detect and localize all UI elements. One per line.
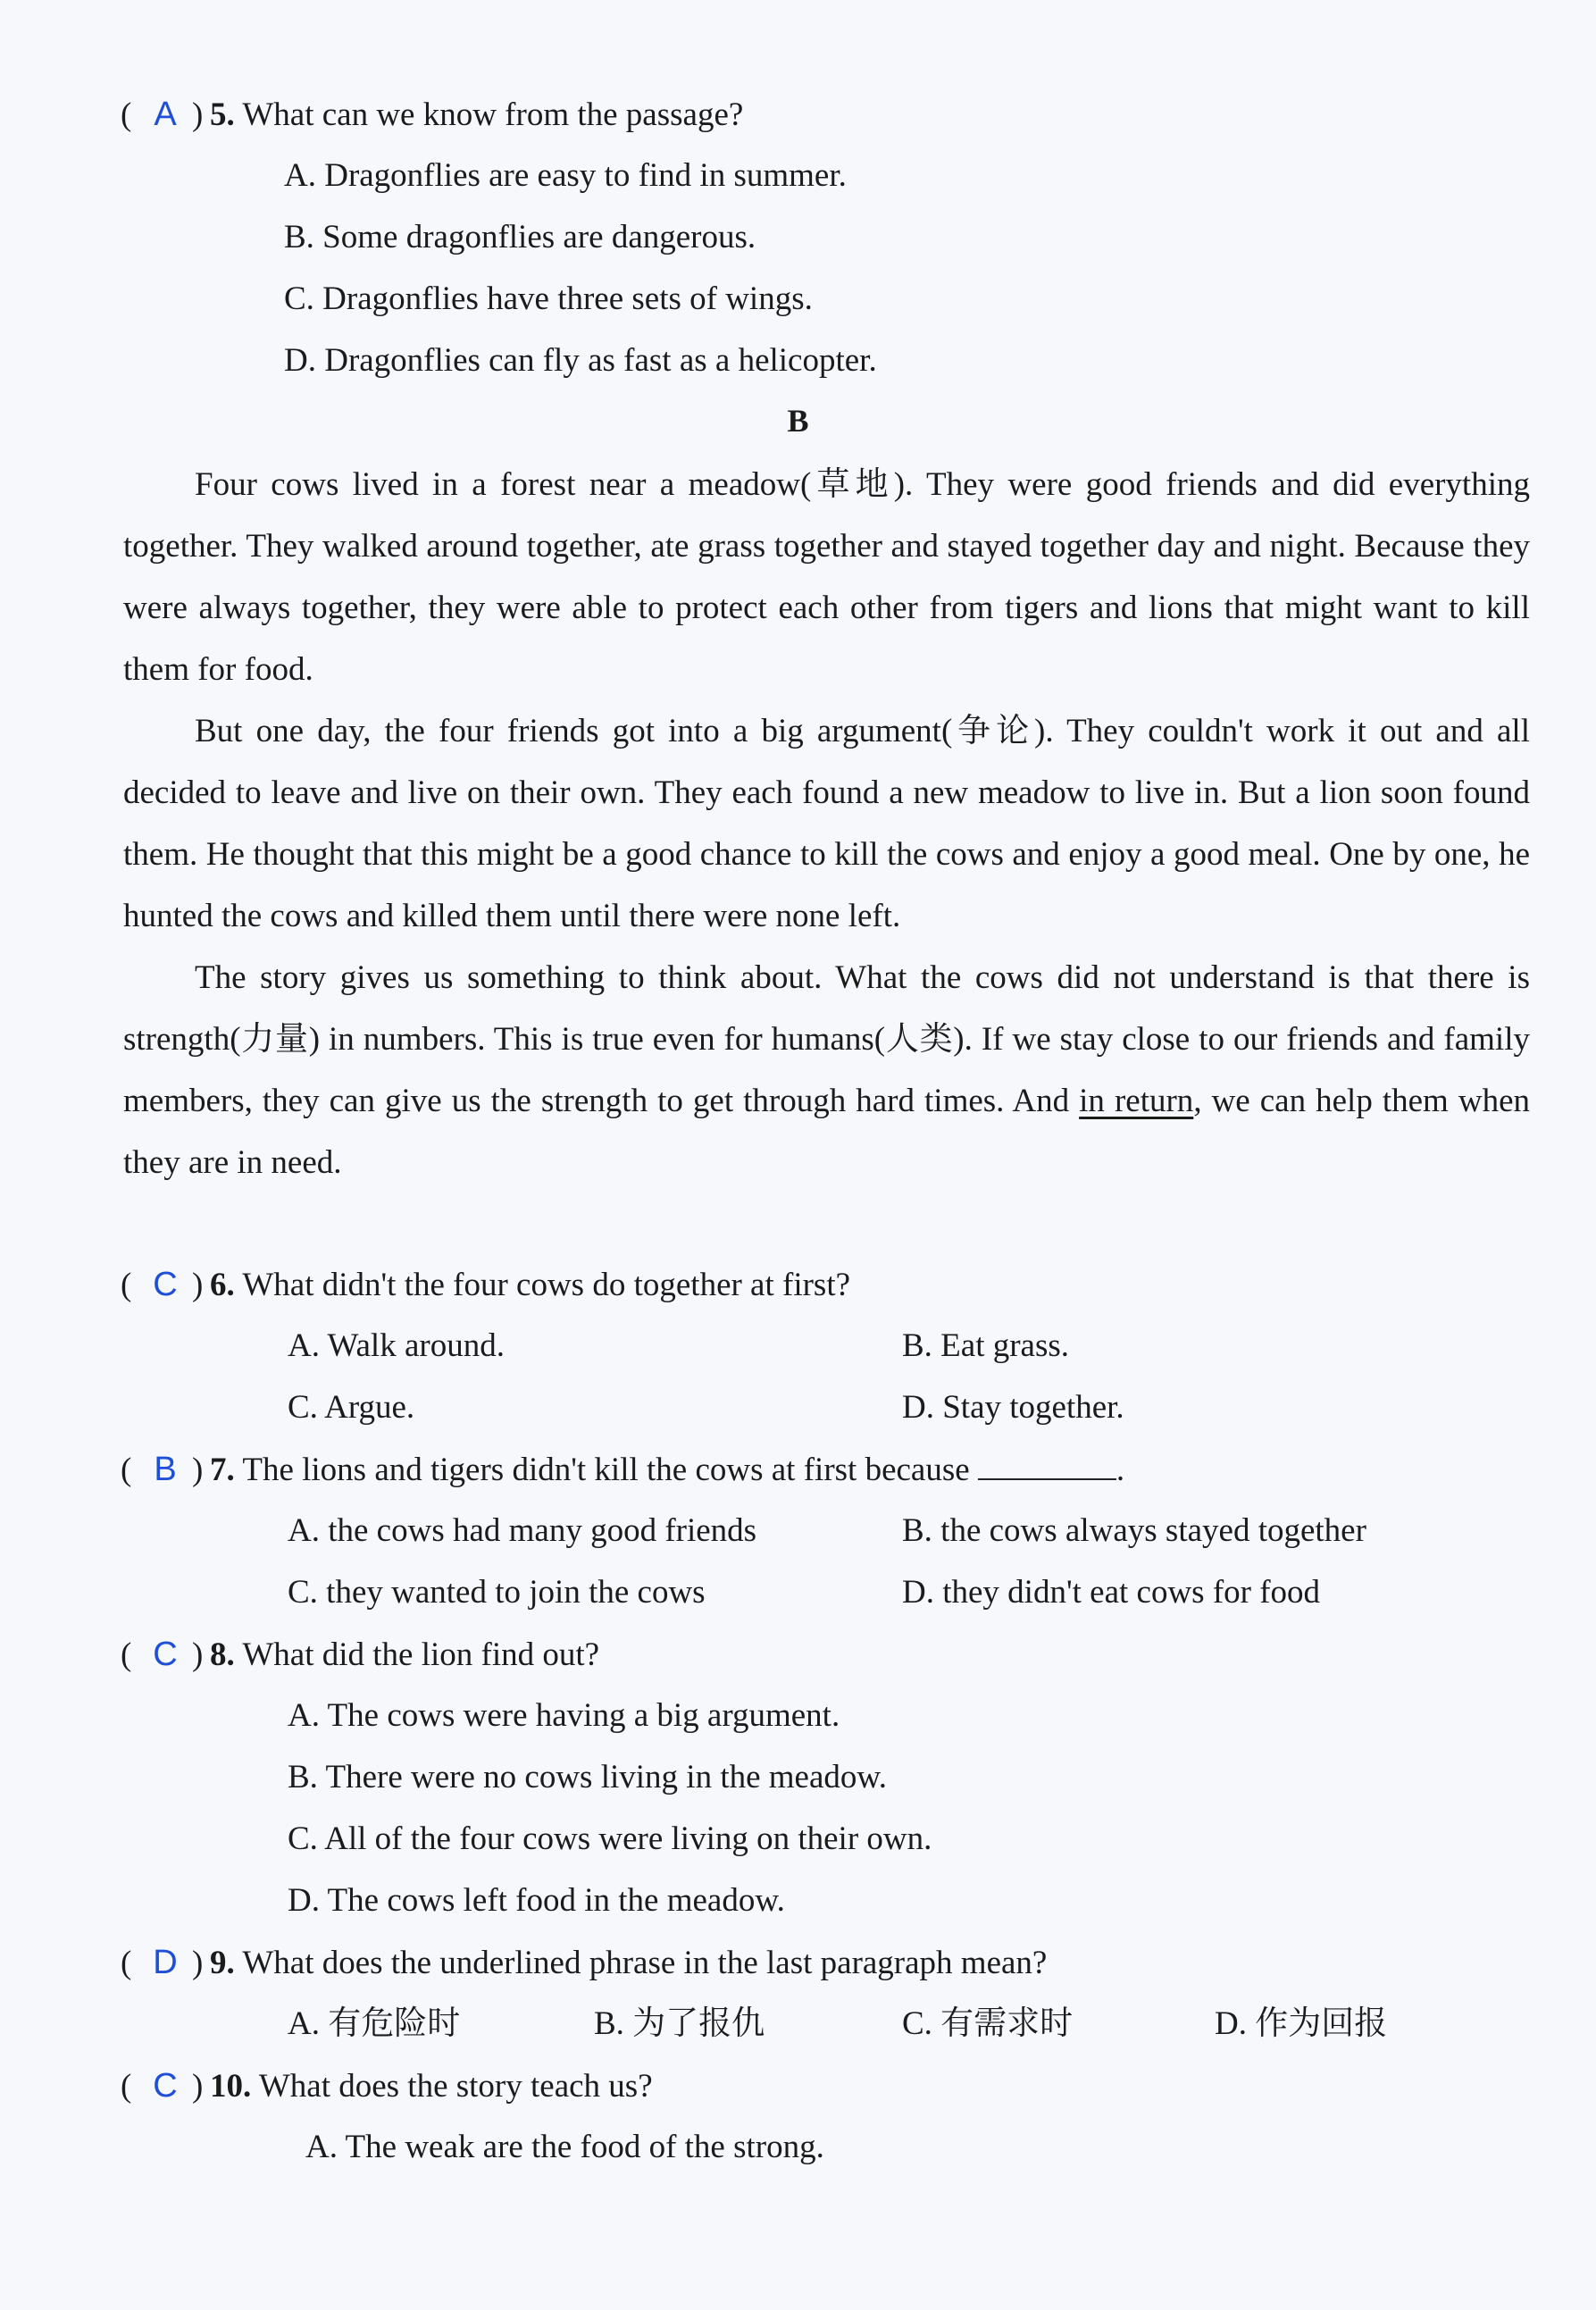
passage-paragraph-3	[123, 947, 1530, 1193]
question-number: 5.	[210, 96, 235, 133]
answer-9: D	[153, 1944, 178, 1981]
answer-8: C	[153, 1636, 178, 1673]
option-5a: A. Dragonflies are easy to find in summer.	[284, 157, 847, 194]
underlined-phrase: in return	[1079, 1083, 1194, 1119]
question-9: ( D ) 9. What does the underlined phrase in the last paragraph mean?	[121, 1940, 1047, 1986]
answer-5: A	[154, 96, 177, 133]
option-8d: D. The cows left food in the meadow.	[288, 1882, 785, 1919]
option-9b: B. 为了报仇	[594, 2005, 765, 2042]
question-text: What didn't the four cows do together at first?	[242, 1267, 851, 1303]
question-number: 10.	[210, 2068, 252, 2105]
question-7: ( B ) 7. The lions and tigers didn't kill the cows at first because .	[121, 1447, 1124, 1493]
option-6a: A. Walk around.	[288, 1327, 505, 1364]
question-text: What did the lion find out?	[242, 1636, 600, 1673]
option-7a: A. the cows had many good friends	[288, 1512, 757, 1549]
option-5c: C. Dragonflies have three sets of wings.	[284, 280, 813, 317]
question-text: The lions and tigers didn't kill the cows at first because	[242, 1452, 970, 1488]
option-8c: C. All of the four cows were living on their own.	[288, 1820, 932, 1857]
option-6d: D. Stay together.	[902, 1389, 1124, 1426]
passage-paragraph-2: But one day, the four friends got into a big argument(争论). They couldn't work it out and all decided to leave and live on their own. They each found a new meadow to live in. But a lion soon found them. He thought that this might be a good chance to kill the cows and enjoy a good meal. One by one, he hunted the cows and killed them until there were none left.	[123, 713, 1530, 934]
question-8: ( C ) 8. What did the lion find out?	[121, 1632, 599, 1678]
question-10: ( C ) 10. What does the story teach us?	[121, 2063, 653, 2109]
question-text: What does the underlined phrase in the last paragraph mean?	[242, 1945, 1048, 1981]
answer-7: B	[154, 1451, 177, 1488]
paragraph-3-text: The story gives us something to think about. What the cows did not understand is that there is strength(力量) in numbers. This is true even for humans(人类). If we stay close to our friends and family members, they can give us the strength to get through hard times. And	[123, 959, 1530, 1119]
option-9d: D. 作为回报	[1215, 2005, 1388, 2042]
question-number: 8.	[210, 1636, 235, 1673]
question-end: .	[1116, 1452, 1125, 1488]
question-number: 7.	[210, 1452, 235, 1488]
option-9c: C. 有需求时	[902, 2005, 1074, 2042]
option-8a: A. The cows were having a big argument.	[288, 1697, 840, 1734]
option-5b: B. Some dragonflies are dangerous.	[284, 219, 756, 255]
question-5: ( A ) 5. What can we know from the passage?	[121, 92, 743, 138]
option-5d: D. Dragonflies can fly as fast as a helicopter.	[284, 342, 877, 379]
answer-6: C	[153, 1266, 178, 1303]
option-6c: C. Argue.	[288, 1389, 415, 1426]
question-number: 6.	[210, 1267, 235, 1303]
section-heading: B	[787, 403, 809, 439]
question-6: ( C ) 6. What didn't the four cows do together at first?	[121, 1262, 850, 1308]
question-text: What can we know from the passage?	[242, 96, 744, 133]
question-number: 9.	[210, 1945, 235, 1981]
option-8b: B. There were no cows living in the meadow.	[288, 1759, 887, 1795]
option-7b: B. the cows always stayed together	[902, 1512, 1366, 1549]
passage-paragraph-1: Four cows lived in a forest near a meadow(草地). They were good friends and did everything together. They walked around together, ate grass together and stayed together day and night. Because they were always together, they were able to protect each other from tigers and lions that might want to kill them for food.	[123, 466, 1530, 688]
paragraph-3-end: , we can help them when they are in need.	[123, 1083, 1530, 1181]
question-text: What does the story teach us?	[258, 2068, 653, 2105]
passage	[123, 454, 1530, 1193]
option-6b: B. Eat grass.	[902, 1327, 1070, 1364]
answer-10: C	[153, 2067, 178, 2105]
option-9a: A. 有危险时	[288, 2005, 461, 2042]
option-10a: A. The weak are the food of the strong.	[305, 2129, 824, 2165]
option-7d: D. they didn't eat cows for food	[902, 1574, 1321, 1611]
option-7c: C. they wanted to join the cows	[288, 1574, 706, 1611]
answer-blank	[978, 1478, 1116, 1480]
